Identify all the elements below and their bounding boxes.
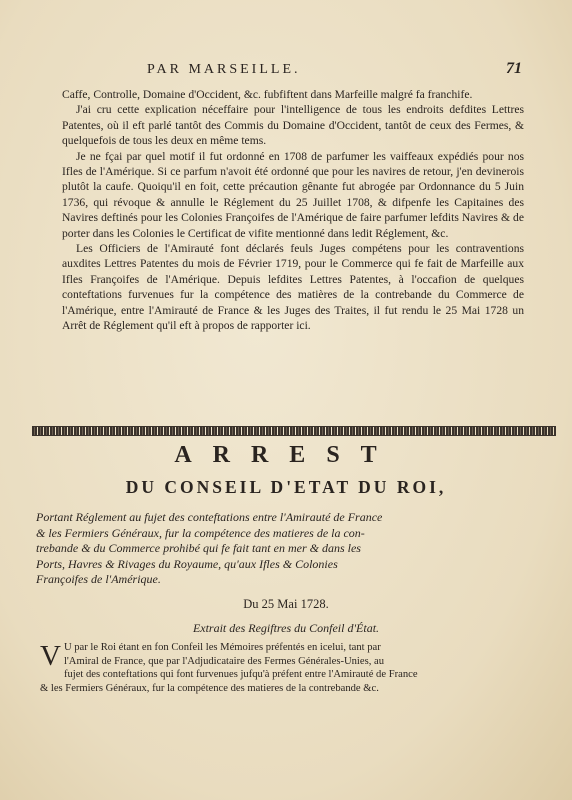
page-header (62, 62, 522, 84)
title-arrest: ARREST (174, 442, 398, 468)
subtitle-line: Ports, Havres & Rivages du Royaume, qu'aux Ifles & Colonies (36, 556, 338, 571)
decree-line: fujet des conteftations qui font furvenues jufqu'à préfent entre l'Amirauté de France (63, 669, 418, 681)
paragraph: Caffe, Controlle, Domaine d'Occident, &c. fubfiftent dans Marfeille malgré fa franchife. (62, 88, 473, 101)
title-conseil: DU CONSEIL D'ETAT DU ROI, (125, 477, 447, 497)
subtitle (36, 510, 536, 588)
decree-line: l'Amiral de France, que par l'Adjudicataire des Fermes Générales-Unies, au (63, 655, 384, 667)
paragraph: Je ne fçai par quel motif il fut ordonné en 1708 de parfumer les vaiffeaux expédiés pour nos Ifles de l'Amérique. Si ce parfum n'avoit été ordonné que pour les navires de retour, j'en devinerois plutôt la caufe. Quoiqu'il en foit, cette précaution gênante fut abrogée par Ordonnance du 5 Juin 1736, qui révoque & annulle le Réglement du 25 Juillet 1708, & difpenfe les Capitaines des Navires deftinés pour les Colonies Françoifes de l'Amérique de faire parfumer lefdits Navires & de porter dans les Colonies le Certificat de vifite mentionné dans ledit Réglement, &c. (62, 149, 524, 240)
decree-date: Du 25 Mai 1728. (243, 597, 329, 611)
decree-line: & les Fermiers Généraux, fur la compétence des matieres de la contrebande &c. (40, 682, 379, 694)
extract-heading: Extrait des Regiftres du Confeil d'État. (192, 621, 380, 635)
subtitle-line: & les Fermiers Généraux, fur la compétence des matieres de la con- (36, 525, 365, 540)
subtitle-line: Portant Réglement au fujet des conteftations entre l'Amirauté de France (36, 510, 383, 524)
subtitle-line: Françoifes de l'Amérique. (36, 572, 161, 587)
running-head: PAR MARSEILLE. (147, 62, 301, 77)
body-text (62, 87, 524, 334)
ornamental-rule (32, 426, 556, 436)
paragraph: Les Officiers de l'Amirauté font déclarés feuls Juges compétens pour les contraventions auxdites Lettres Patentes du mois de Février 1719, pour le Commerce qui fe fait de Marfeille aux Ifles Françoifes de l'Amérique. Depuis lefdites Lettres Patentes, à l'occafion de quelques conteftations furvenues fur la compétence des matières de la contrebande du Commerce de l'Amérique, entre l'Amirauté de France & les Juges des Traites, il fut rendu le 25 Mai 1728 un Arrêt de Réglement qu'il eft à propos de rapporter ici. (62, 242, 524, 333)
paragraph: J'ai cru cette explication néceffaire pour l'intelligence de tous les endroits defdites Lettres Patentes, où il eft parlé tantôt des Commis du Domaine d'Occident, tantôt de ceux des Fermes, & quelquefois de tous les deux en même tems. (62, 103, 524, 148)
drop-cap: V (40, 640, 61, 672)
subtitle-line: trebande & du Commerce prohibé qui fe fait tant en mer & dans les (36, 541, 361, 556)
page-number: 71 (506, 60, 522, 77)
decree-opening (40, 641, 530, 695)
decree-line: U par le Roi étant en fon Confeil les Mémoires préfentés en icelui, tant par (63, 642, 381, 653)
